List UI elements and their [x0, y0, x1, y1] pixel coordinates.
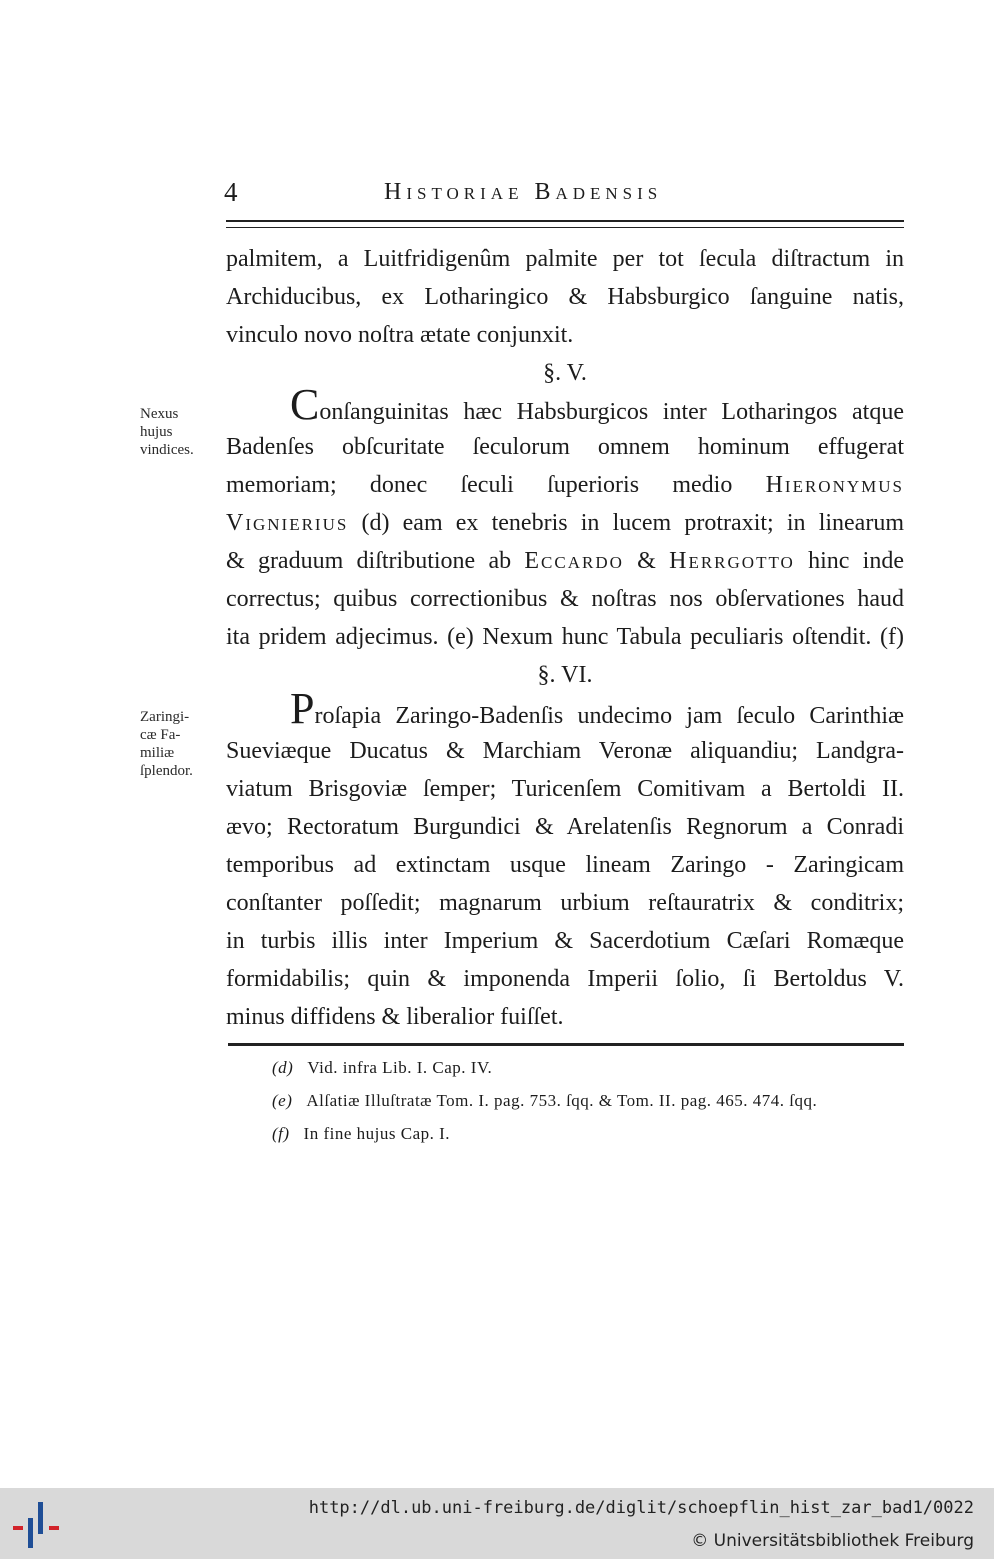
text-line: palmitem, a Luitfridigenûm palmite per tot ſecula diſtractum in — [226, 246, 904, 272]
margin-note-line: hujus — [140, 424, 173, 440]
text-line: in turbis illis inter Imperium & Sacerdotium Cæſari Romæque — [226, 928, 904, 954]
running-head: Historiae Badensis — [384, 179, 663, 205]
logo-red-bar-right — [49, 1526, 59, 1530]
text-line — [290, 684, 904, 733]
header-rule-thin — [226, 227, 904, 228]
margin-note-line: cæ Fa- — [140, 727, 181, 743]
page-number: 4 — [224, 177, 238, 207]
text-line: vinculo novo noſtra ætate conjunxit. — [226, 322, 574, 348]
footnote — [272, 1054, 492, 1082]
person-name: Vignierius — [226, 510, 349, 536]
text-line: ævo; Rectoratum Burgundici & Arelatenſis Regnorum a Conradi — [226, 814, 904, 840]
ub-freiburg-logo-icon[interactable] — [12, 1500, 62, 1550]
text-line — [290, 380, 904, 429]
text-line: formidabilis; quin & imponenda Imperii ſolio, ſi Bertoldus V. — [226, 966, 904, 992]
text-fragment: & graduum diſtributione ab — [226, 548, 525, 574]
footnote-text: In fine hujus Cap. I. — [303, 1124, 451, 1143]
margin-note-nexus — [140, 405, 216, 459]
text-line: Badenſes obſcuritate ſeculorum omnem hominum effugerat — [226, 434, 904, 460]
margin-note-line: vindices. — [140, 442, 194, 458]
person-name: Hieronymus — [765, 472, 904, 498]
copyright-notice: © Universitätsbibliothek Freiburg — [691, 1531, 974, 1551]
text-fragment: & — [623, 548, 670, 574]
footnote-text: Alſatiæ Illuſtratæ Tom. I. pag. 753. ſqq. & Tom. II. pag. 465. 474. ſqq. — [306, 1091, 818, 1110]
margin-note-line: ſplendor. — [140, 763, 193, 779]
section-heading: §. V. — [543, 360, 587, 386]
footnote-mark: (e) — [272, 1091, 293, 1110]
text-line: conſtanter poſſedit; magnarum urbium reſtauratrix & conditrix; — [226, 890, 904, 916]
margin-note-line: Nexus — [140, 406, 179, 422]
text-fragment: memoriam; donec ſeculi ſuperioris medio — [226, 472, 766, 498]
text-fragment: (d) eam ex tenebris in lucem protraxit; in linearum — [348, 510, 904, 536]
initial-letter: P — [290, 684, 315, 733]
permalink-url[interactable]: http://dl.ub.uni-freiburg.de/diglit/schoepflin_hist_zar_bad1/0022 — [308, 1498, 974, 1518]
text-line: ita pridem adjecimus. (e) Nexum hunc Tabula peculiaris oſtendit. (f) — [226, 624, 904, 650]
text-line — [226, 542, 904, 580]
header-rule — [226, 220, 904, 222]
text-line: minus diffidens & liberalior fuiſſet. — [226, 1004, 564, 1030]
text-line: correctus; quibus correctionibus & noſtras nos obſervationes haud — [226, 586, 904, 612]
text-fragment: roſapia Zaringo-Badenſis undecimo jam ſeculo Carinthiæ — [314, 703, 904, 729]
footnote-mark: (d) — [272, 1058, 294, 1077]
footnote-mark: (f) — [272, 1124, 290, 1143]
person-name: Eccardo — [524, 548, 624, 574]
logo-blue-bar — [38, 1502, 43, 1534]
margin-note-zaringicae — [140, 708, 216, 780]
person-name: Herrgotto — [669, 548, 795, 574]
initial-letter: C — [290, 380, 320, 429]
margin-note-line: Zaringi- — [140, 709, 190, 725]
text-fragment: hinc inde — [794, 548, 904, 574]
footnote-text: Vid. infra Lib. I. Cap. IV. — [307, 1058, 493, 1077]
text-line: temporibus ad extinctam usque lineam Zaringo - Zaringicam — [226, 852, 904, 878]
text-line: Sueviæque Ducatus & Marchiam Veronæ aliquandiu; Landgra- — [226, 738, 904, 764]
section-heading: §. VI. — [537, 662, 593, 688]
footnote — [272, 1120, 450, 1148]
footnote — [272, 1087, 817, 1115]
logo-blue-bar — [28, 1518, 33, 1548]
logo-red-bar-left — [13, 1526, 23, 1530]
text-line — [226, 466, 904, 504]
text-line: viatum Brisgoviæ ſemper; Turicenſem Comitivam a Bertoldi II. — [226, 776, 904, 802]
text-fragment: onſanguinitas hæc Habsburgicos inter Lotharingos atque — [319, 399, 904, 425]
text-line — [226, 504, 904, 542]
margin-note-line: miliæ — [140, 745, 175, 761]
text-line: Archiducibus, ex Lotharingico & Habsburgico ſanguine natis, — [226, 284, 904, 310]
footnote-rule — [228, 1043, 904, 1046]
